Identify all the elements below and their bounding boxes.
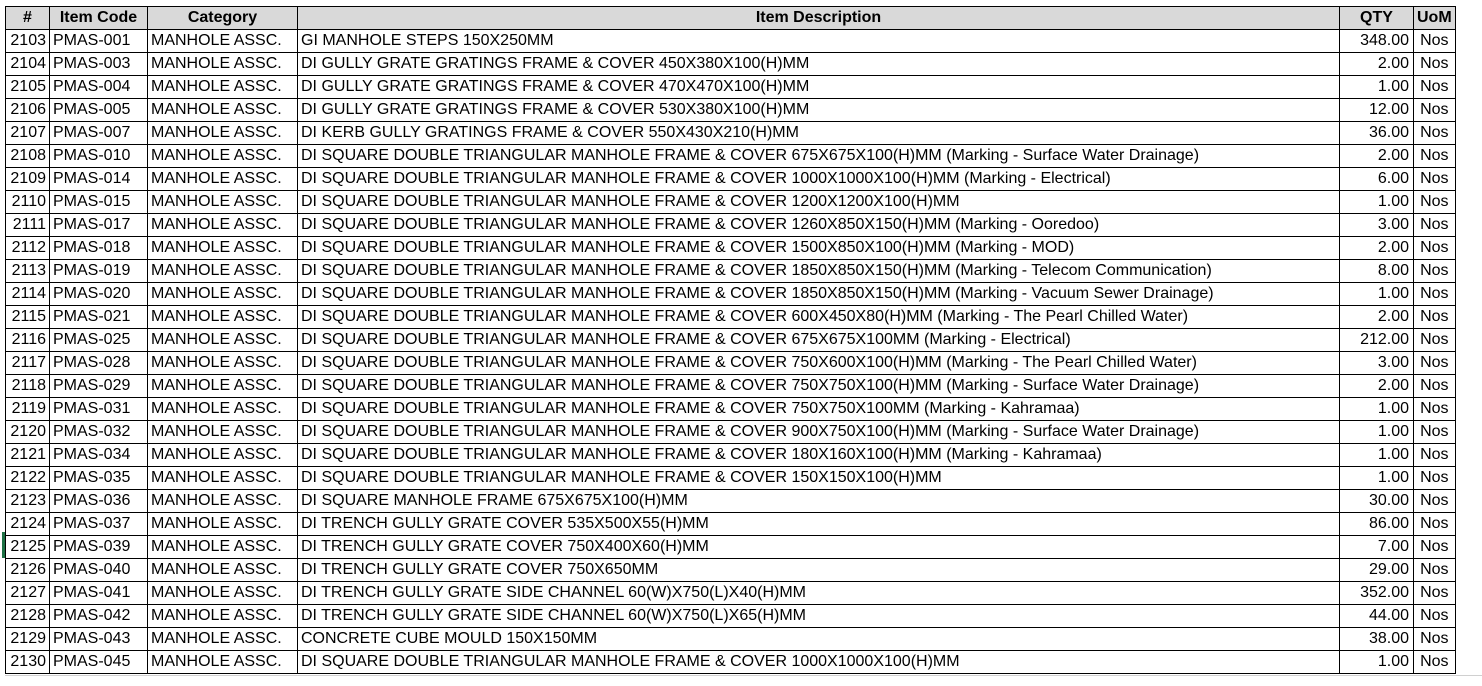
cell-category[interactable]: MANHOLE ASSC. [148,444,298,467]
cell-item-description[interactable]: DI SQUARE DOUBLE TRIANGULAR MANHOLE FRAME & COVER 750X750X100(H)MM (Marking - Surface Water Drainage) [298,375,1340,398]
cell-item-code[interactable]: PMAS-028 [50,352,148,375]
table-row[interactable] [6,559,1456,582]
cell-category[interactable]: MANHOLE ASSC. [148,53,298,76]
cell-category[interactable]: MANHOLE ASSC. [148,260,298,283]
table-row[interactable] [6,214,1456,237]
table-row[interactable] [6,375,1456,398]
table-row[interactable] [6,30,1456,53]
cell-uom[interactable]: Nos [1414,99,1456,122]
cell-item-code[interactable]: PMAS-005 [50,99,148,122]
cell-item-description[interactable]: CONCRETE CUBE MOULD 150X150MM [298,628,1340,651]
table-row[interactable] [6,513,1456,536]
cell-item-description[interactable]: DI SQUARE DOUBLE TRIANGULAR MANHOLE FRAME & COVER 1000X1000X100(H)MM [298,651,1340,674]
items-table [5,6,1456,674]
table-row[interactable] [6,283,1456,306]
cell-qty[interactable]: 1.00 [1340,398,1414,421]
cell-num[interactable]: 2112 [6,237,50,260]
cell-uom[interactable]: Nos [1414,375,1456,398]
grid-bottom-edge [5,675,1482,686]
cell-item-code[interactable]: PMAS-015 [50,191,148,214]
cell-item-description[interactable]: DI SQUARE MANHOLE FRAME 675X675X100(H)MM [298,490,1340,513]
cell-uom[interactable]: Nos [1414,260,1456,283]
cell-qty[interactable]: 3.00 [1340,214,1414,237]
cell-uom[interactable]: Nos [1414,651,1456,674]
cell-qty[interactable]: 1.00 [1340,191,1414,214]
cell-qty[interactable]: 1.00 [1340,651,1414,674]
spreadsheet-grid [5,6,1456,674]
table-row[interactable] [6,99,1456,122]
cell-num[interactable]: 2125 [6,536,50,559]
cell-qty[interactable]: 2.00 [1340,53,1414,76]
cell-num[interactable]: 2104 [6,53,50,76]
header-num[interactable]: # [6,7,50,30]
cell-item-description[interactable]: GI MANHOLE STEPS 150X250MM [298,30,1340,53]
cell-item-description[interactable]: DI SQUARE DOUBLE TRIANGULAR MANHOLE FRAME & COVER 150X150X100(H)MM [298,467,1340,490]
cell-item-code[interactable]: PMAS-034 [50,444,148,467]
table-row[interactable] [6,306,1456,329]
table-row[interactable] [6,237,1456,260]
cell-num[interactable]: 2126 [6,559,50,582]
cell-category[interactable]: MANHOLE ASSC. [148,352,298,375]
cell-qty[interactable]: 2.00 [1340,145,1414,168]
cell-num[interactable]: 2105 [6,76,50,99]
cell-category[interactable]: MANHOLE ASSC. [148,237,298,260]
cell-item-code[interactable]: PMAS-031 [50,398,148,421]
cell-item-code[interactable]: PMAS-021 [50,306,148,329]
cell-num[interactable]: 2113 [6,260,50,283]
cell-item-code[interactable]: PMAS-043 [50,628,148,651]
cell-item-code[interactable]: PMAS-041 [50,582,148,605]
table-row[interactable] [6,168,1456,191]
cell-item-description[interactable]: DI TRENCH GULLY GRATE SIDE CHANNEL 60(W)X750(L)X65(H)MM [298,605,1340,628]
cell-qty[interactable]: 30.00 [1340,490,1414,513]
cell-num[interactable]: 2111 [6,214,50,237]
cell-num[interactable]: 2114 [6,283,50,306]
header-item-description[interactable]: Item Description [298,7,1340,30]
cell-category[interactable]: MANHOLE ASSC. [148,191,298,214]
cell-category[interactable]: MANHOLE ASSC. [148,398,298,421]
table-row[interactable] [6,421,1456,444]
cell-qty[interactable]: 38.00 [1340,628,1414,651]
cell-qty[interactable]: 2.00 [1340,306,1414,329]
cell-num[interactable]: 2115 [6,306,50,329]
cell-item-code[interactable]: PMAS-045 [50,651,148,674]
cell-item-description[interactable]: DI KERB GULLY GRATINGS FRAME & COVER 550X430X210(H)MM [298,122,1340,145]
cell-qty[interactable]: 2.00 [1340,375,1414,398]
cell-item-code[interactable]: PMAS-025 [50,329,148,352]
cell-item-code[interactable]: PMAS-020 [50,283,148,306]
table-row[interactable] [6,260,1456,283]
cell-uom[interactable]: Nos [1414,191,1456,214]
cell-category[interactable]: MANHOLE ASSC. [148,605,298,628]
cell-item-description[interactable]: DI SQUARE DOUBLE TRIANGULAR MANHOLE FRAME & COVER 675X675X100MM (Marking - Electrical) [298,329,1340,352]
cell-qty[interactable]: 8.00 [1340,260,1414,283]
cell-num[interactable]: 2127 [6,582,50,605]
cell-item-description[interactable]: DI GULLY GRATE GRATINGS FRAME & COVER 470X470X100(H)MM [298,76,1340,99]
cell-qty[interactable]: 7.00 [1340,536,1414,559]
cell-uom[interactable]: Nos [1414,237,1456,260]
header-category[interactable]: Category [148,7,298,30]
cell-item-description[interactable]: DI SQUARE DOUBLE TRIANGULAR MANHOLE FRAME & COVER 750X600X100(H)MM (Marking - The Pearl Chilled Water) [298,352,1340,375]
cell-item-code[interactable]: PMAS-014 [50,168,148,191]
cell-item-description[interactable]: DI SQUARE DOUBLE TRIANGULAR MANHOLE FRAME & COVER 900X750X100(H)MM (Marking - Surface Water Drainage) [298,421,1340,444]
cell-uom[interactable]: Nos [1414,145,1456,168]
cell-num[interactable]: 2124 [6,513,50,536]
cell-category[interactable]: MANHOLE ASSC. [148,168,298,191]
cell-item-description[interactable]: DI SQUARE DOUBLE TRIANGULAR MANHOLE FRAME & COVER 600X450X80(H)MM (Marking - The Pearl Chilled Water) [298,306,1340,329]
cell-item-description[interactable]: DI SQUARE DOUBLE TRIANGULAR MANHOLE FRAME & COVER 1850X850X150(H)MM (Marking - Vacuum Sewer Drainage) [298,283,1340,306]
table-row[interactable] [6,605,1456,628]
cell-uom[interactable]: Nos [1414,122,1456,145]
cell-category[interactable]: MANHOLE ASSC. [148,467,298,490]
cell-item-code[interactable]: PMAS-018 [50,237,148,260]
cell-item-code[interactable]: PMAS-037 [50,513,148,536]
cell-item-description[interactable]: DI SQUARE DOUBLE TRIANGULAR MANHOLE FRAME & COVER 1000X1000X100(H)MM (Marking - Electrical) [298,168,1340,191]
cell-uom[interactable]: Nos [1414,30,1456,53]
cell-qty[interactable]: 6.00 [1340,168,1414,191]
cell-item-description[interactable]: DI SQUARE DOUBLE TRIANGULAR MANHOLE FRAME & COVER 1850X850X150(H)MM (Marking - Telecom Communication) [298,260,1340,283]
cell-num[interactable]: 2117 [6,352,50,375]
table-row[interactable] [6,53,1456,76]
cell-item-description[interactable]: DI SQUARE DOUBLE TRIANGULAR MANHOLE FRAME & COVER 675X675X100(H)MM (Marking - Surface Water Drainage) [298,145,1340,168]
table-row[interactable] [6,145,1456,168]
cell-item-description[interactable]: DI TRENCH GULLY GRATE COVER 750X400X60(H)MM [298,536,1340,559]
cell-num[interactable]: 2130 [6,651,50,674]
cell-item-code[interactable]: PMAS-040 [50,559,148,582]
cell-item-description[interactable]: DI SQUARE DOUBLE TRIANGULAR MANHOLE FRAME & COVER 1260X850X150(H)MM (Marking - Ooredoo) [298,214,1340,237]
cell-uom[interactable]: Nos [1414,76,1456,99]
header-uom[interactable]: UoM [1414,7,1456,30]
cell-category[interactable]: MANHOLE ASSC. [148,651,298,674]
cell-qty[interactable]: 352.00 [1340,582,1414,605]
cell-item-description[interactable]: DI SQUARE DOUBLE TRIANGULAR MANHOLE FRAME & COVER 1200X1200X100(H)MM [298,191,1340,214]
table-row[interactable] [6,76,1456,99]
cell-item-code[interactable]: PMAS-042 [50,605,148,628]
cell-num[interactable]: 2103 [6,30,50,53]
cell-num[interactable]: 2106 [6,99,50,122]
cell-qty[interactable]: 212.00 [1340,329,1414,352]
cell-qty[interactable]: 12.00 [1340,99,1414,122]
table-body [6,30,1456,674]
cell-qty[interactable]: 29.00 [1340,559,1414,582]
cell-item-code[interactable]: PMAS-004 [50,76,148,99]
cell-item-description[interactable]: DI GULLY GRATE GRATINGS FRAME & COVER 450X380X100(H)MM [298,53,1340,76]
cell-uom[interactable]: Nos [1414,490,1456,513]
table-row[interactable] [6,122,1456,145]
cell-category[interactable]: MANHOLE ASSC. [148,582,298,605]
cell-uom[interactable]: Nos [1414,398,1456,421]
cell-qty[interactable]: 3.00 [1340,352,1414,375]
cell-num[interactable]: 2108 [6,145,50,168]
cell-qty[interactable]: 44.00 [1340,605,1414,628]
cell-uom[interactable]: Nos [1414,605,1456,628]
cell-num[interactable]: 2109 [6,168,50,191]
cell-item-description[interactable]: DI SQUARE DOUBLE TRIANGULAR MANHOLE FRAME & COVER 180X160X100(H)MM (Marking - Kahramaa) [298,444,1340,467]
cell-item-code[interactable]: PMAS-032 [50,421,148,444]
cell-category[interactable]: MANHOLE ASSC. [148,214,298,237]
cell-num[interactable]: 2119 [6,398,50,421]
cell-num[interactable]: 2110 [6,191,50,214]
cell-num[interactable]: 2129 [6,628,50,651]
cell-category[interactable]: MANHOLE ASSC. [148,490,298,513]
cell-qty[interactable]: 86.00 [1340,513,1414,536]
cell-item-description[interactable]: DI GULLY GRATE GRATINGS FRAME & COVER 530X380X100(H)MM [298,99,1340,122]
cell-item-code[interactable]: PMAS-017 [50,214,148,237]
cell-category[interactable]: MANHOLE ASSC. [148,306,298,329]
cell-item-code[interactable]: PMAS-035 [50,467,148,490]
cell-num[interactable]: 2116 [6,329,50,352]
table-row[interactable] [6,490,1456,513]
cell-uom[interactable]: Nos [1414,467,1456,490]
table-row[interactable] [6,329,1456,352]
cell-uom[interactable]: Nos [1414,283,1456,306]
cell-category[interactable]: MANHOLE ASSC. [148,30,298,53]
cell-uom[interactable]: Nos [1414,168,1456,191]
cell-num[interactable]: 2107 [6,122,50,145]
cell-item-code[interactable]: PMAS-007 [50,122,148,145]
cell-num[interactable]: 2122 [6,467,50,490]
cell-num[interactable]: 2120 [6,421,50,444]
cell-item-description[interactable]: DI TRENCH GULLY GRATE SIDE CHANNEL 60(W)X750(L)X40(H)MM [298,582,1340,605]
cell-item-code[interactable]: PMAS-036 [50,490,148,513]
cell-item-description[interactable]: DI SQUARE DOUBLE TRIANGULAR MANHOLE FRAME & COVER 750X750X100MM (Marking - Kahramaa) [298,398,1340,421]
cell-uom[interactable]: Nos [1414,628,1456,651]
cell-qty[interactable]: 36.00 [1340,122,1414,145]
cell-qty[interactable]: 348.00 [1340,30,1414,53]
cell-item-code[interactable]: PMAS-003 [50,53,148,76]
cell-uom[interactable]: Nos [1414,559,1456,582]
cell-qty[interactable]: 2.00 [1340,237,1414,260]
cell-category[interactable]: MANHOLE ASSC. [148,536,298,559]
cell-item-code[interactable]: PMAS-029 [50,375,148,398]
active-cell-indicator [2,532,5,558]
cell-item-description[interactable]: DI SQUARE DOUBLE TRIANGULAR MANHOLE FRAME & COVER 1500X850X100(H)MM (Marking - MOD) [298,237,1340,260]
table-row[interactable] [6,628,1456,651]
cell-category[interactable]: MANHOLE ASSC. [148,76,298,99]
header-item-code[interactable]: Item Code [50,7,148,30]
cell-category[interactable]: MANHOLE ASSC. [148,628,298,651]
table-row[interactable] [6,444,1456,467]
cell-category[interactable]: MANHOLE ASSC. [148,375,298,398]
table-row[interactable] [6,536,1456,559]
cell-item-description[interactable]: DI TRENCH GULLY GRATE COVER 535X500X55(H)MM [298,513,1340,536]
table-row[interactable] [6,582,1456,605]
cell-category[interactable]: MANHOLE ASSC. [148,421,298,444]
cell-uom[interactable]: Nos [1414,582,1456,605]
cell-uom[interactable]: Nos [1414,306,1456,329]
cell-category[interactable]: MANHOLE ASSC. [148,329,298,352]
cell-category[interactable]: MANHOLE ASSC. [148,559,298,582]
cell-num[interactable]: 2118 [6,375,50,398]
cell-category[interactable]: MANHOLE ASSC. [148,513,298,536]
cell-item-code[interactable]: PMAS-010 [50,145,148,168]
cell-item-code[interactable]: PMAS-039 [50,536,148,559]
cell-qty[interactable]: 1.00 [1340,76,1414,99]
header-row [6,7,1456,30]
cell-num[interactable]: 2121 [6,444,50,467]
cell-uom[interactable]: Nos [1414,214,1456,237]
header-qty[interactable]: QTY [1340,7,1414,30]
cell-uom[interactable]: Nos [1414,329,1456,352]
cell-uom[interactable]: Nos [1414,536,1456,559]
cell-category[interactable]: MANHOLE ASSC. [148,283,298,306]
cell-uom[interactable]: Nos [1414,444,1456,467]
table-row[interactable] [6,398,1456,421]
cell-item-code[interactable]: PMAS-019 [50,260,148,283]
cell-qty[interactable]: 1.00 [1340,283,1414,306]
table-row[interactable] [6,191,1456,214]
cell-category[interactable]: MANHOLE ASSC. [148,122,298,145]
cell-qty[interactable]: 1.00 [1340,467,1414,490]
cell-qty[interactable]: 1.00 [1340,421,1414,444]
table-row[interactable] [6,651,1456,674]
cell-uom[interactable]: Nos [1414,421,1456,444]
cell-num[interactable]: 2128 [6,605,50,628]
cell-item-code[interactable]: PMAS-001 [50,30,148,53]
cell-num[interactable]: 2123 [6,490,50,513]
cell-uom[interactable]: Nos [1414,513,1456,536]
table-row[interactable] [6,352,1456,375]
cell-item-description[interactable]: DI TRENCH GULLY GRATE COVER 750X650MM [298,559,1340,582]
table-row[interactable] [6,467,1456,490]
cell-qty[interactable]: 1.00 [1340,444,1414,467]
cell-uom[interactable]: Nos [1414,352,1456,375]
cell-category[interactable]: MANHOLE ASSC. [148,145,298,168]
cell-uom[interactable]: Nos [1414,53,1456,76]
cell-category[interactable]: MANHOLE ASSC. [148,99,298,122]
